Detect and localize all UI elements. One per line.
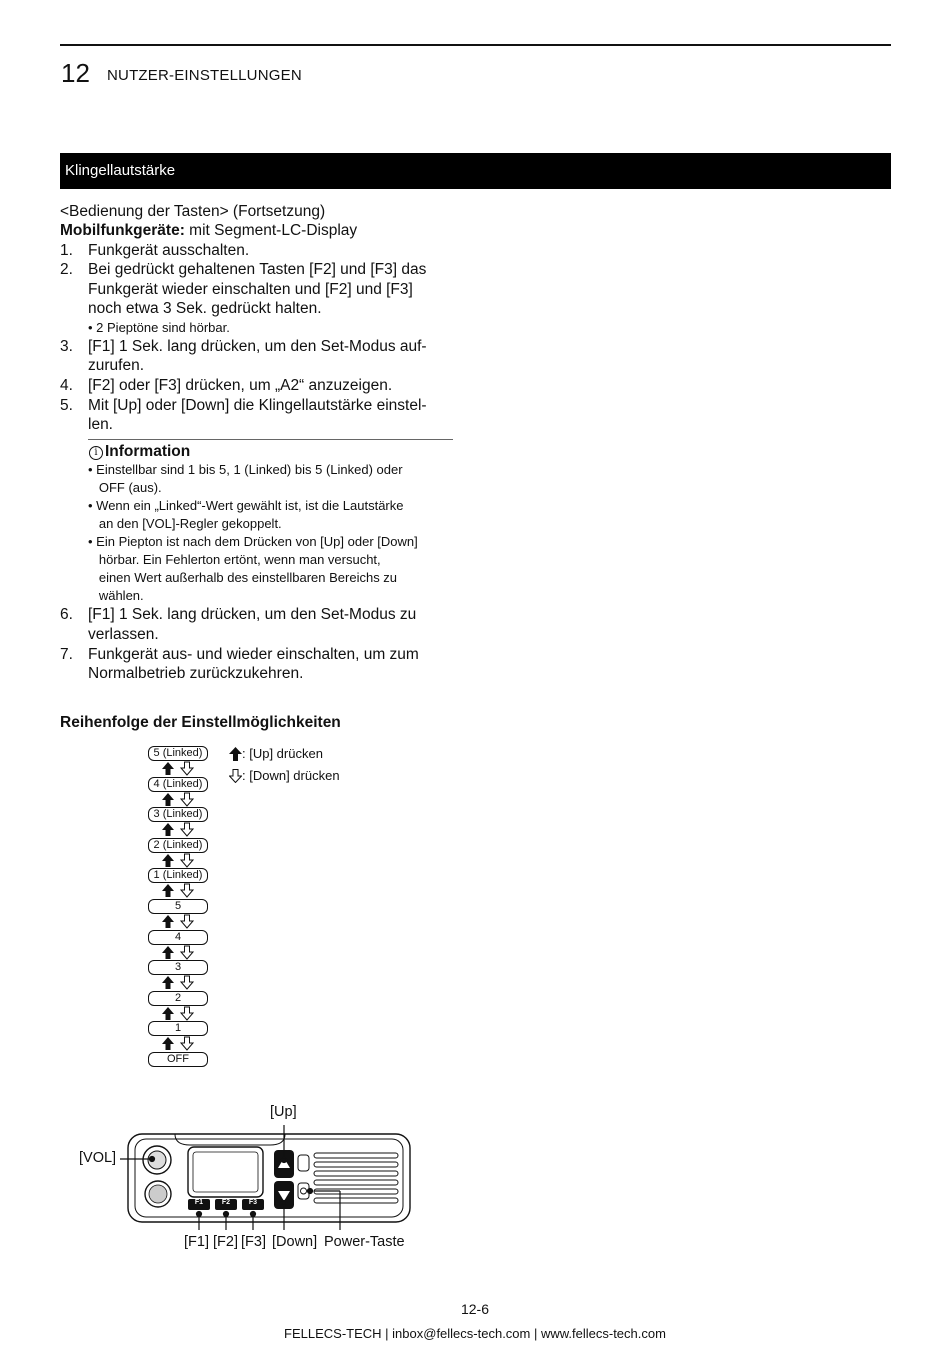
device-type-line xyxy=(60,221,357,241)
sequence-item: 5 xyxy=(148,899,208,914)
information-heading xyxy=(89,443,190,461)
top-rule xyxy=(60,44,891,46)
step-number: 3. xyxy=(60,338,73,355)
step-text: Mit [Up] oder [Down] die Klingellautstärke einstel- xyxy=(88,397,427,414)
information-bullet: OFF (aus). xyxy=(88,480,162,495)
sequence-item: 2 xyxy=(148,991,208,1006)
legend-up: : [Up] drücken xyxy=(242,746,323,761)
section-title: Klingellautstärke xyxy=(65,162,176,179)
information-bullet: hörbar. Ein Fehlerton ertönt, wenn man versucht, xyxy=(88,552,381,567)
legend-down: : [Down] drücken xyxy=(242,768,340,783)
step-text: [F1] 1 Sek. lang drücken, um den Set-Modus zu xyxy=(88,606,417,623)
up-down-arrows-icon xyxy=(162,945,194,960)
information-bullet: wählen. xyxy=(88,588,144,603)
chapter-title: NUTZER-EINSTELLUNGEN xyxy=(107,67,302,84)
step-number: 2. xyxy=(60,261,73,278)
label-f3: [F3] xyxy=(241,1234,266,1250)
information-bullet: • Einstellbar sind 1 bis 5, 1 (Linked) bis 5 (Linked) oder xyxy=(88,462,403,477)
information-bullet: einen Wert außerhalb des einstellbaren Bereichs zu xyxy=(88,570,398,585)
sequence-item: 5 (Linked) xyxy=(148,746,208,761)
step-number: 1. xyxy=(60,242,73,259)
sequence-item: 3 (Linked) xyxy=(148,807,208,822)
step-number: 5. xyxy=(60,397,73,414)
step-text: [F1] 1 Sek. lang drücken, um den Set-Modus auf- xyxy=(88,338,427,355)
device-type-value: mit Segment-LC-Display xyxy=(184,222,358,239)
step-note: • 2 Pieptöne sind hörbar. xyxy=(88,320,230,335)
information-title: Information xyxy=(105,443,191,460)
up-down-arrows-icon xyxy=(162,975,194,990)
sequence-item: 1 (Linked) xyxy=(148,868,208,883)
sequence-item: 1 xyxy=(148,1021,208,1036)
sequence-item: OFF xyxy=(148,1052,208,1067)
information-bullet: • Wenn ein „Linked“-Wert gewählt ist, ist die Lautstärke xyxy=(88,498,404,513)
page-number: 12-6 xyxy=(460,1301,490,1317)
step-number: 6. xyxy=(60,606,73,623)
label-power: Power-Taste xyxy=(324,1234,405,1250)
label-up: [Up] xyxy=(270,1104,297,1120)
sequence-title: Reihenfolge der Einstellmöglichkeiten xyxy=(60,714,341,731)
step-number: 4. xyxy=(60,377,73,394)
up-down-arrows-icon xyxy=(162,1036,194,1051)
label-down: [Down] xyxy=(272,1234,318,1250)
section-title-bar xyxy=(60,153,891,189)
step-text: [F2] oder [F3] drücken, um „A2“ anzuzeigen. xyxy=(88,377,393,394)
f3-key-label: F3 xyxy=(248,1199,258,1206)
radio-front-panel-illustration xyxy=(120,1125,420,1230)
up-down-arrows-icon xyxy=(162,822,194,837)
sequence-item: 4 (Linked) xyxy=(148,777,208,792)
step-text: zurufen. xyxy=(88,357,145,374)
step-text: Bei gedrückt gehaltenen Tasten [F2] und [F3] das xyxy=(88,261,427,278)
down-arrow-icon xyxy=(229,769,242,783)
step-text: Funkgerät wieder einschalten und [F2] und [F3] xyxy=(88,281,413,298)
up-down-arrows-icon xyxy=(162,761,194,776)
sequence-item: 2 (Linked) xyxy=(148,838,208,853)
up-arrow-icon xyxy=(229,747,242,761)
step-text: len. xyxy=(88,416,113,433)
intro-line: <Bedienung der Tasten> (Fortsetzung) xyxy=(60,203,326,220)
info-circle-icon: i xyxy=(89,446,103,460)
footer-contact: FELLECS-TECH | inbox@fellecs-tech.com | www.fellecs-tech.com xyxy=(284,1326,666,1341)
up-down-arrows-icon xyxy=(162,914,194,929)
up-down-arrows-icon xyxy=(162,1006,194,1021)
f1-key-label: F1 xyxy=(194,1199,204,1206)
device-type-label: Mobilfunkgeräte: xyxy=(60,222,185,239)
step-text: Normalbetrieb zurückzukehren. xyxy=(88,665,304,682)
step-text: verlassen. xyxy=(88,626,159,643)
information-bullet: an den [VOL]-Regler gekoppelt. xyxy=(88,516,282,531)
information-bullet: • Ein Piepton ist nach dem Drücken von [Up] oder [Down] xyxy=(88,534,418,549)
up-down-arrows-icon xyxy=(162,853,194,868)
label-f2: [F2] xyxy=(213,1234,238,1250)
step-text: Funkgerät aus- und wieder einschalten, um zum xyxy=(88,646,419,663)
up-down-arrows-icon xyxy=(162,792,194,807)
label-vol: [VOL] xyxy=(79,1150,117,1166)
step-text: Funkgerät ausschalten. xyxy=(88,242,250,259)
sequence-item: 3 xyxy=(148,960,208,975)
label-f1: [F1] xyxy=(184,1234,209,1250)
up-down-arrows-icon xyxy=(162,883,194,898)
chapter-number: 12 xyxy=(61,58,90,88)
information-rule xyxy=(88,439,453,440)
step-number: 7. xyxy=(60,646,73,663)
sequence-item: 4 xyxy=(148,930,208,945)
f2-key-label: F2 xyxy=(221,1199,231,1206)
step-text: noch etwa 3 Sek. gedrückt halten. xyxy=(88,300,322,317)
